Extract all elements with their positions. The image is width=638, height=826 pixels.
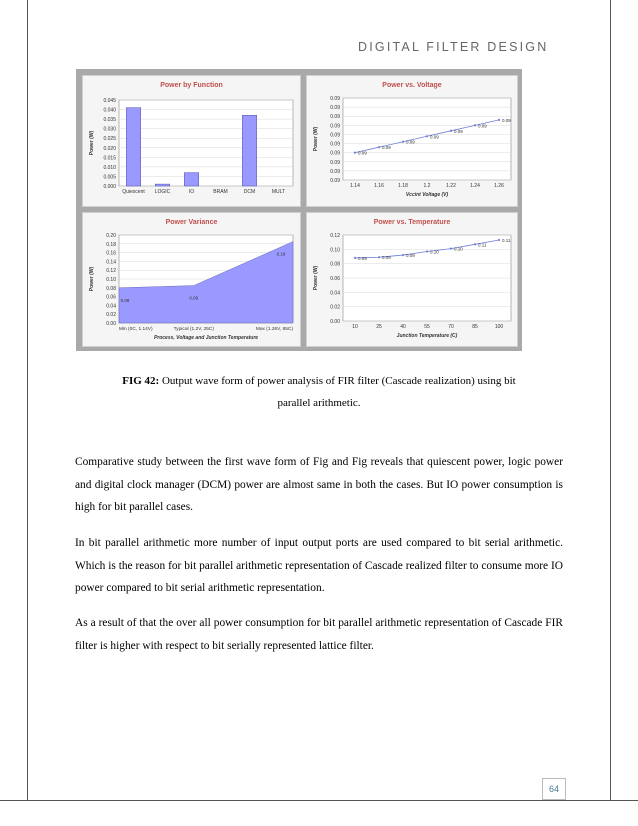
y-tick-label: 0.015 (103, 155, 116, 162)
y-tick-label: 0.00 (106, 321, 116, 327)
x-axis-label: Vccint Voltage (V) (405, 192, 449, 198)
page-border-right (610, 0, 611, 801)
x-tick-label: 55 (424, 324, 430, 330)
y-axis-label: Power (W) (313, 265, 319, 291)
data-label: 0.09 (358, 255, 367, 261)
data-label: 0.09 (382, 255, 391, 261)
page-number: 64 (542, 778, 566, 800)
x-tick-label: 1.24 (470, 183, 480, 189)
data-label: 0.09 (189, 295, 199, 301)
y-tick-label: 0.00 (330, 319, 340, 325)
chart-power-vs-voltage (306, 75, 518, 207)
y-tick-label: 0.09 (330, 141, 340, 148)
x-tick-label: 100 (494, 324, 504, 330)
y-tick-label: 0.09 (330, 132, 340, 139)
bar (184, 173, 199, 186)
x-tick-label: 25 (376, 324, 382, 330)
x-tick-label: MULT (271, 189, 286, 195)
y-tick-label: 0.005 (103, 174, 116, 181)
y-tick-label: 0.02 (330, 304, 340, 311)
bar (126, 108, 141, 186)
chart-svg (307, 213, 517, 346)
chart-title: Power vs. Voltage (382, 82, 442, 89)
chart-svg (307, 76, 517, 206)
y-tick-label: 0.09 (330, 114, 340, 121)
figure-caption (74, 370, 564, 414)
caption-label: FIG 42: (122, 375, 160, 387)
x-tick-label: 1.16 (374, 183, 384, 189)
data-label: 0.10 (454, 246, 463, 252)
y-tick-label: 0.18 (106, 241, 116, 248)
y-tick-label: 0.035 (103, 117, 116, 124)
x-axis-label: Process, Voltage and Junction Temperature (153, 335, 259, 341)
y-tick-label: 0.08 (106, 285, 116, 292)
y-tick-label: 0.08 (330, 261, 340, 268)
x-tick-label: Max (1.26V, 85C) (255, 327, 293, 332)
y-axis-label: Power (W) (313, 126, 319, 152)
y-tick-label: 0.20 (106, 233, 116, 239)
y-tick-label: 0.09 (330, 168, 340, 175)
x-tick-label: BRAM (213, 189, 228, 195)
paragraph-1: Comparative study between the first wave form of Fig and Fig reveals that quiescent power, logic power and digital clock manager (DCM) power are almost same in both the cases. But IO power consumption is high for bit parallel cases. (75, 456, 563, 513)
data-label: 0.11 (478, 242, 487, 248)
chart-power-vs-temperature (306, 212, 518, 347)
y-tick-label: 0.010 (103, 164, 116, 171)
x-tick-label: 40 (400, 324, 406, 330)
bar (242, 115, 257, 186)
x-tick-label: 1.22 (446, 183, 456, 189)
x-tick-label: 10 (352, 324, 358, 330)
chart-power-by-function (82, 75, 301, 207)
y-tick-label: 0.030 (103, 126, 116, 133)
x-tick-label: DCM (243, 189, 256, 195)
data-label: 0.09 (478, 123, 487, 129)
data-label: 0.18 (276, 251, 286, 257)
x-tick-label: 1.26 (494, 183, 504, 189)
x-tick-label: 85 (472, 324, 478, 330)
x-tick-label: Min (0C, 1.14V) (119, 327, 153, 332)
y-tick-label: 0.09 (330, 150, 340, 157)
data-label: 0.09 (430, 134, 439, 140)
data-label: 0.10 (430, 249, 439, 255)
y-tick-label: 0.040 (103, 107, 116, 114)
x-tick-label: 1.14 (350, 183, 360, 189)
y-tick-label: 0.10 (330, 247, 340, 254)
y-tick-label: 0.16 (106, 250, 116, 257)
data-label: 0.09 (454, 128, 463, 134)
plot-area (119, 100, 293, 186)
y-tick-label: 0.09 (330, 178, 340, 184)
y-tick-label: 0.12 (106, 268, 116, 275)
y-axis-label: Power (W) (89, 130, 95, 156)
y-tick-label: 0.06 (106, 294, 116, 301)
x-tick-label: 70 (448, 324, 454, 330)
y-tick-label: 0.09 (330, 159, 340, 166)
chart-svg (83, 76, 300, 206)
x-tick-label: Typical (1.2V, 25C) (173, 327, 214, 332)
paragraph-2: In bit parallel arithmetic more number of input output ports are used compared to bit serial arithmetic. Which is the reason for bit parallel arithmetic representation of Cascade realized filter to consume more IO power compared to bit serial arithmetic representation. (75, 537, 563, 594)
data-label: 0.09 (358, 150, 367, 156)
y-tick-label: 0.10 (106, 277, 116, 283)
paragraph-3: As a result of that the over all power consumption for bit parallel arithmetic representation of Cascade FIR filter is higher with respect to bit serially represented lattice filter. (75, 617, 563, 652)
data-label: 0.11 (502, 238, 511, 244)
y-tick-label: 0.02 (106, 312, 116, 319)
power-analysis-figure (76, 69, 522, 351)
data-label: 0.09 (382, 145, 391, 151)
y-tick-label: 0.045 (103, 98, 116, 104)
chart-svg (83, 213, 300, 346)
caption-line-2: parallel arithmetic. (277, 397, 361, 409)
y-axis-label: Power (W) (89, 266, 95, 292)
y-tick-label: 0.09 (330, 96, 340, 102)
y-tick-label: 0.04 (330, 290, 340, 297)
page-border-bottom (0, 800, 638, 801)
x-axis-label: Junction Temperature (C) (396, 333, 458, 339)
y-tick-label: 0.14 (106, 259, 116, 266)
y-tick-label: 0.12 (330, 233, 340, 239)
chart-title: Power Variance (165, 219, 218, 226)
caption-line-1: Output wave form of power analysis of FIR filter (Cascade realization) using bit (161, 375, 516, 387)
data-label: 0.09 (502, 117, 511, 123)
x-tick-label: 1.2 (423, 183, 431, 189)
chart-title: Power by Function (160, 82, 223, 89)
y-tick-label: 0.000 (103, 184, 116, 190)
chart-title: Power vs. Temperature (373, 219, 451, 226)
plot-area (343, 98, 511, 180)
y-tick-label: 0.09 (330, 123, 340, 130)
data-label: 0.09 (406, 139, 415, 145)
y-tick-label: 0.06 (330, 276, 340, 282)
chart-power-variance (82, 212, 301, 347)
data-label: 0.08 (120, 297, 130, 303)
page-border-left (27, 0, 28, 801)
bar (155, 184, 170, 186)
x-tick-label: 1.18 (398, 183, 408, 189)
y-tick-label: 0.09 (330, 105, 340, 112)
y-tick-label: 0.025 (103, 136, 116, 143)
x-tick-label: Quiescent (122, 189, 145, 195)
x-tick-label: LOGIC (154, 189, 171, 195)
x-tick-label: IO (188, 189, 195, 195)
y-tick-label: 0.020 (103, 145, 116, 152)
data-label: 0.09 (406, 253, 415, 259)
y-tick-label: 0.04 (106, 303, 116, 310)
running-header: DIGITAL FILTER DESIGN (358, 40, 549, 54)
